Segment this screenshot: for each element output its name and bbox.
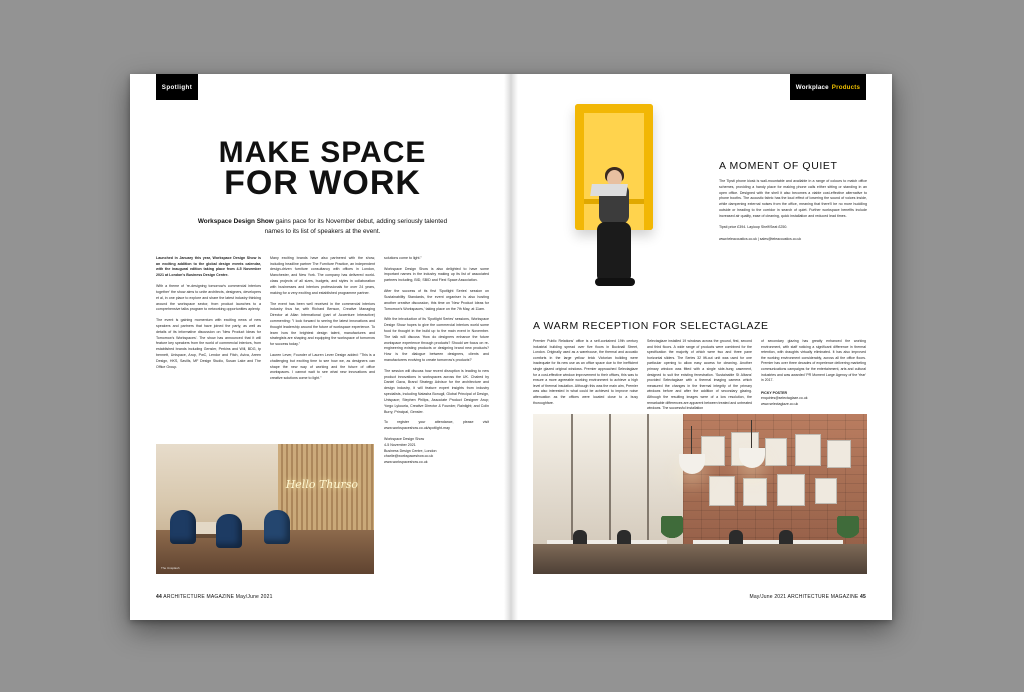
contact-email[interactable]: charlie@workspaceshow.co.uk [384, 454, 434, 459]
right-page [511, 74, 892, 620]
selectaglaze-columns [533, 339, 867, 417]
cafe-photo [156, 444, 374, 574]
paragraph: Launched in January this year, Workspace Design Show is an exciting addition to the global design events calendar, with the inaugural edition taking place from 4-5 November 2021 at London's Business Design Centre. [156, 255, 261, 278]
footer-text: ARCHITECTURE MAGAZINE May/June 2021 [163, 594, 273, 600]
article-column-1 [156, 256, 261, 466]
paragraph: The Tipsti phone kiosk is wall-mountable and available in a range of colours to match office schemes, providing a handy place for making phone calls either sitting or standing in an open office. Designed with the shell it also becomes a viable cost-effective alternative to phone booths. The acoustic fabric has the loud effect of lowering the sound of voices inside, while dampening external noises from the office, meaning that there'll be no more huddling outside or heading to the corridor in search of quiet. Further workspace benefits include increased air quality, ease of cleaning, quick installation and reduced lead times. [719, 179, 867, 218]
deck-lead: Workspace Design Show [197, 217, 274, 225]
quiet-section-link[interactable]: www.teleacoustics.co.uk | sales@teleacoustics.co.uk [719, 236, 802, 241]
wall-art [795, 434, 821, 466]
paragraph: The event is gaining momentum with exciting news of new speakers and partners that have joined the party, as well as details of its informative discussion on 'New Product Ideas for Tomorrow's Workspaces'. The show has announced that it will feature key speakers from the world of commercial interiors, from established brands including Gensler, Perkins and Will, BDG, tp bennett, Unispace, Arup, PwC, Lendor and Fitch, Aviva, Areen Design, HKS, Savills, MF Design Studio, Susan Lake and The Office Group. [156, 318, 261, 369]
right-page-footer [749, 594, 866, 600]
figure-legs [597, 222, 631, 280]
photo-floor [533, 544, 867, 574]
spotlight-tab-label: Spotlight [161, 83, 193, 91]
paragraph: of secondary glazing has greatly enhanced the working environment, with staff noticing a significant difference in thermal retention, with draughts virtually eliminated. It has also improved the working environment considerably, across all the office floors. Premier has over three decades of experience delivering marketing communications campaigns for the entertainment, arts and cultural industries and was awarded 'PR Moment Large Agency of the Year' in 2017. [761, 339, 866, 383]
paragraph: Many exciting brands have also partnered with the show, including headline partner The Furniture Practice, an independent design-driven furniture consultancy with offices in London, Manchester, and New York. The company has delivered world-class projects of all sizes, budgets, and styles in collaboration with businesses and interiors professionals for over 24 years, making for a very exciting and established programme partner. [270, 255, 375, 295]
photo-credit: The Unsplash [161, 566, 180, 570]
product-prices: Tipsti price £394. Layloop Shelf/Seat £250. [719, 224, 788, 229]
figure-shoes [595, 278, 635, 286]
photo-chair [216, 514, 242, 548]
article-deck [190, 217, 455, 238]
paragraph: The event has been well received in the commercial interiors industry thus far, with Richard Benson, Creative Managing Director at Allan International (part of Accenture Interactive) commenting: "I look forward to seeing the latest innovations and thought leadership around the future of workspace experience. To learn how the brightest design talent, manufactures and strategists are shaping and equipping the workspace of tomorrow for success today." [270, 301, 375, 347]
selectaglaze-column-1 [533, 339, 638, 417]
potted-plant [837, 516, 859, 546]
headline-line-1: MAKE SPACE [218, 136, 427, 169]
paragraph: The session will discuss how recent disruption is leading to new product innovations in workspaces across the UK. Chaired by Daniel Gava, Brand Strategy Advisor for the architecture and design industry, it will feature expert insights from industry specialists, including Natasha Bonugli, Global Principal of Design, Unispace; Stephen Philips, Associate Product Designer Arup; Yorgo Lykouria, Creative Director & Founder, Rainlight; and Colin Burry, Principal, Gensler. [384, 368, 489, 414]
headline-line-2: FOR WORK [224, 164, 421, 203]
paragraph: Workspace Design Show is also delighted to have some important names in the industry making up its list of associated partners including, BID, SBID and Flexi Space Association. [384, 266, 489, 283]
page-number: 44 [156, 594, 162, 600]
register-note[interactable]: To register your attendance, please visit www.workspaceshow.co.uk/spotlight-may [384, 420, 489, 431]
contact-line: 4-5 November 2021 [384, 442, 416, 447]
workplace-tab-label: Workplace [795, 83, 829, 91]
laptop-icon [590, 184, 628, 196]
contact-line: Workspace Design Show [384, 436, 425, 441]
wall-art [815, 478, 837, 504]
photo-chair [170, 510, 196, 544]
contact-line: Business Design Centre, London [384, 448, 437, 453]
workplace-products-tab [790, 74, 866, 100]
wall-art [709, 476, 735, 506]
wall-art [765, 438, 787, 466]
deck-rest: gains pace for its November debut, adding seriously talented names to its list of speakers at the event. [264, 217, 448, 236]
article-column-2 [270, 256, 375, 466]
article-column-3 [384, 256, 489, 466]
potted-plant [661, 516, 683, 546]
office-interior-photo [533, 414, 867, 574]
phone-kiosk-photo [533, 98, 709, 300]
footer-text: May/June 2021 ARCHITECTURE MAGAZINE [749, 594, 859, 600]
article-columns [156, 256, 489, 466]
photo-chair [264, 510, 290, 544]
wall-art [777, 474, 805, 506]
contact-website[interactable]: www.workspaceshow.co.uk [384, 460, 428, 465]
paragraph: Selectaglaze installed 19 windows across the ground, first, second and third floors. A wide range of products were combined for the specification the majority of which were two and three pane horizontal sliders. The Series 32 lift-out unit was used for one particular opening to allow easy access for cleaning. Another primary window was fitted with a single side-hung casement, designed to suit the existing fenestration. 'Sustainable St Albans' provided Selectaglaze with a thermal imaging camera which measured the changes in the thermal integrity of the primary windows before and after the addition of secondary glazing. Although the resulting images were of a low resolution, the remarkable differences are apparent between treated and untreated windows. The successful installation [647, 339, 753, 411]
wall-art [827, 440, 851, 468]
section-body-quiet [719, 179, 867, 231]
page-title [156, 138, 489, 201]
wall-art [743, 478, 767, 506]
paragraph: After the success of its first 'Spotlight Series' session on Sustainability Standards, the event organiser is also hosting another creative discussion, this time on 'New Product Ideas for Tomorrow's Workspaces,' taking place on the 7th May, at 11am. [384, 289, 489, 311]
selectaglaze-block [533, 320, 867, 417]
left-page-footer [156, 594, 273, 600]
spotlight-tab [156, 74, 198, 100]
paragraph: solutions come to light." [384, 255, 422, 260]
left-page [130, 74, 511, 620]
paragraph: With the introduction of its 'Spotlight Series' sessions, Workspace Design Show hopes to give the commercial interiors world some food for thought in the build up to the main event in November. The talk will discuss 'How do designers enhance the future workspace experience through products? Should we focus on re-engineering existing products or designing brand new products? How is the dialogue between designers, clients and manufacturers evolving to create tomorrow's products?' [384, 317, 489, 363]
section-title-quiet: A MOMENT OF QUIET [719, 160, 838, 172]
section-title-selectaglaze: A WARM RECEPTION FOR SELECTAGLAZE [533, 320, 769, 332]
neon-sign-text: Hello Thurso [285, 478, 358, 491]
contact-email[interactable]: enquiries@selectaglaze.co.uk [761, 396, 808, 401]
paragraph: With a theme of 're-designing tomorrow's commercial interiors together' the show aims to unite architects, designers, developers et al, in one place to explore and share the latest industry thinking around the workspace sector, from product launches to a comprehensive talks program to networking opportunities aplenty. [156, 284, 261, 312]
contact-title: PICKY POSTER [761, 390, 787, 395]
page-number: 45 [860, 594, 866, 600]
selectaglaze-contact [761, 391, 866, 408]
paragraph: Premier Public Relations' office is a self-contained 19th century industrial building spread over five floors in Bucknall Street, London. Originally used as a warehouse, the thermal and acoustic comforts in the large yellow brick Victorian building were inadequate for its new use as an office space due to the inefficient single glazed original windows. Premier approached Selectaglaze for a cost-effective window improvement to their offices, this was to ensure a more agreeable working environment to achieve a high level of thermal insulation. Although this was the main aim, Premier was also interested in what could be achieved to improve noise attenuation as the offices were located close to a busy thoroughfare. [533, 339, 638, 405]
magazine-spread [130, 74, 892, 620]
moment-of-quiet-block [719, 160, 867, 241]
products-tab-label: Products [831, 83, 861, 91]
contact-website[interactable]: www.selectaglaze.co.uk [761, 401, 799, 406]
selectaglaze-column-2 [647, 339, 752, 417]
paragraph: Lauren Lever, Founder of Lauren Lever Design added: "This is a challenging but exciting time to see how we, as designers can shape the new way of working and the future of office workspaces. I cannot wait to see what new innovations and creative solutions come to light." [270, 353, 375, 381]
selectaglaze-column-3 [761, 339, 866, 417]
